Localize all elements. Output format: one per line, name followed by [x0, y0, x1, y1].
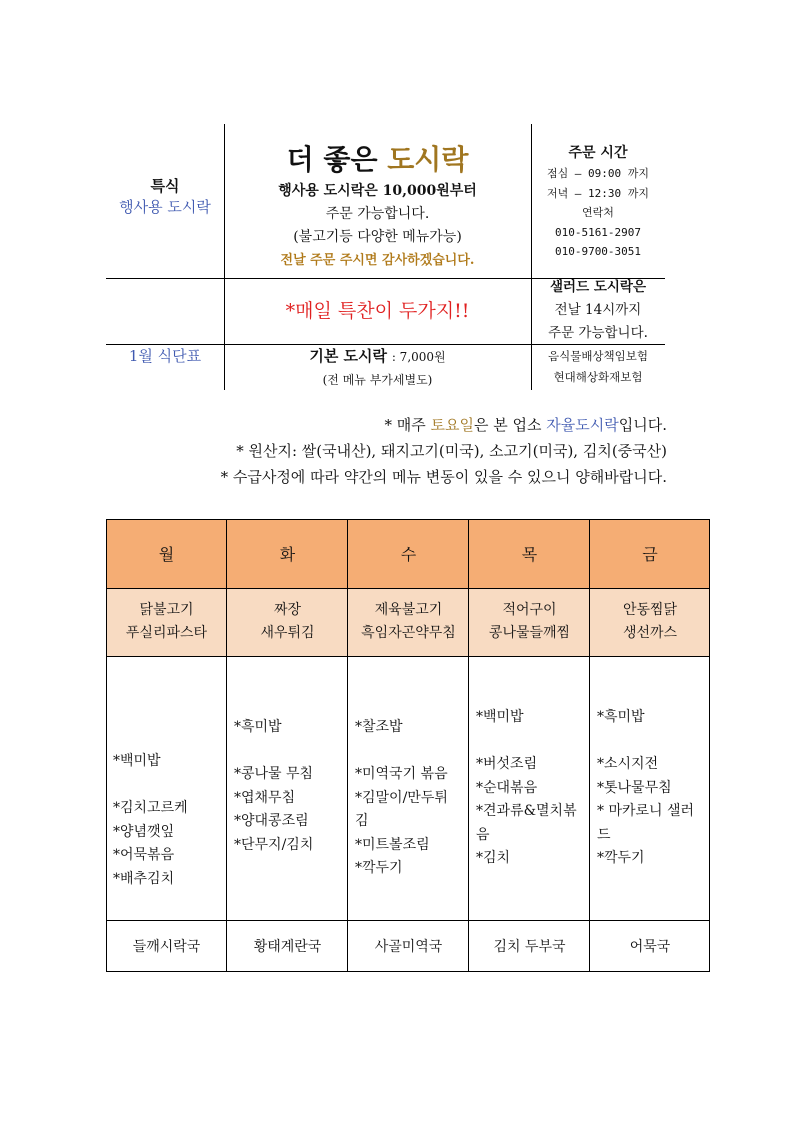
- table-gridline: [106, 588, 710, 589]
- side-dish: *흑미밥: [234, 719, 282, 735]
- brand-title-main: 더 좋은: [286, 143, 378, 176]
- main-dish: 생선까스: [622, 625, 678, 641]
- brand-title: [224, 140, 531, 180]
- side-dish: [113, 774, 221, 798]
- table-gridline: [106, 519, 107, 972]
- main-dishes: [469, 588, 590, 656]
- day-label: 금: [642, 545, 658, 564]
- soup: [469, 920, 590, 972]
- soup-label: 황태계란국: [253, 939, 322, 955]
- special-section: [106, 176, 224, 218]
- side-dishes: [469, 656, 590, 920]
- side-dish: *톳나물무침: [597, 779, 672, 796]
- side-dish: *엽채무침: [234, 789, 296, 806]
- phone-number: 010-9700-3051: [554, 245, 642, 258]
- side-dish: *소시지전: [597, 756, 659, 772]
- basic-note: (전 메뉴 부가세별도): [322, 373, 433, 387]
- side-dish: *깍두기: [597, 850, 645, 866]
- main-dish: 안동찜닭: [622, 602, 678, 618]
- insurance-section: [531, 346, 665, 388]
- special-title: 특식: [150, 177, 180, 195]
- soup: [590, 920, 710, 972]
- side-dish: [476, 730, 584, 754]
- side-dish: *김치: [476, 850, 511, 866]
- brand-line: 전날 주문 주시면 감사하겠습니다.: [280, 253, 475, 268]
- brand-title-accent: 도시락: [387, 143, 469, 176]
- basic-price: : 7,000원: [391, 350, 446, 364]
- brand-line: 주문 가능합니다.: [325, 206, 430, 222]
- day-label: 화: [279, 545, 296, 564]
- side-dish: * 마카로니 샐러: [597, 803, 695, 819]
- side-dish: [234, 740, 342, 764]
- side-dishes: [227, 656, 348, 920]
- side-dish: 드: [597, 826, 611, 843]
- soup-label: 김치 두부국: [493, 939, 566, 955]
- side-dish: [597, 730, 704, 754]
- side-dish: *콩나물 무침: [234, 766, 314, 782]
- menu-table: [106, 519, 710, 972]
- side-dish: *순대볶음: [476, 779, 538, 796]
- table-gridline: [347, 519, 348, 972]
- table-gridline: [106, 519, 710, 520]
- day-header: [348, 519, 469, 588]
- brand-line: (불고기등 다양한 메뉴가능): [293, 229, 462, 245]
- soup-label: 사골미역국: [374, 939, 443, 955]
- side-dish: *양념깻잎: [113, 823, 175, 840]
- main-dishes: [590, 588, 710, 656]
- side-dish: *김치고르케: [113, 800, 188, 816]
- table-gridline: [106, 971, 710, 972]
- side-dish: *흑미밥: [597, 709, 645, 725]
- main-dish: 새우튀김: [260, 625, 315, 641]
- soup: [106, 920, 227, 972]
- soup-label: 들깨시락국: [132, 939, 201, 955]
- table-gridline: [709, 519, 710, 972]
- soup: [348, 920, 469, 972]
- side-dish: *배추김치: [113, 870, 175, 887]
- table-gridline: [468, 519, 469, 972]
- day-header: [469, 519, 590, 588]
- note-highlight: 자율도시락: [546, 416, 619, 434]
- main-dish: 닭불고기: [139, 602, 194, 618]
- order-lunch: 점심 – 09:00 까지: [546, 167, 650, 180]
- basic-section: [224, 344, 531, 391]
- side-dish: *미트볼조림: [355, 836, 430, 853]
- brand-line: 행사용 도시락은 10,000원부터: [278, 183, 477, 199]
- main-dishes: [106, 588, 227, 656]
- main-dish: 제육불고기: [374, 602, 443, 618]
- side-dishes: [106, 656, 227, 920]
- side-dish: *김말이/만두튀: [355, 789, 448, 806]
- soup-label: 어묵국: [629, 939, 671, 955]
- insurance-line: 현대해상화재보험: [553, 370, 643, 384]
- order-title: 주문 시간: [568, 145, 628, 161]
- special-dish-notice: *매일 특찬이 두가지!!: [285, 300, 470, 322]
- side-dishes: [348, 656, 469, 920]
- note-text: 입니다.: [618, 416, 667, 434]
- salad-line: 주문 가능합니다.: [548, 325, 648, 341]
- side-dish: *버섯조림: [476, 756, 538, 772]
- side-dish: *찰조밥: [355, 719, 403, 735]
- note-line: * 수급사정에 따라 약간의 메뉴 변동이 있을 수 있으니 양해바랍니다.: [220, 468, 667, 486]
- main-dish: 콩나물들깨찜: [488, 625, 571, 641]
- contact-label: 연락처: [582, 206, 614, 219]
- special-subtitle: 행사용 도시락: [119, 198, 211, 216]
- table-gridline: [589, 519, 590, 972]
- note-highlight: 토요일: [430, 416, 475, 434]
- main-dish: 푸실리파스타: [125, 625, 208, 641]
- main-dish: 짜장: [273, 602, 302, 618]
- side-dish: *단무지/김치: [234, 836, 314, 853]
- insurance-line: 음식물배상책임보험: [548, 349, 648, 363]
- note-line: * 원산지: 쌀(국내산), 돼지고기(미국), 소고기(미국), 김치(중국산): [236, 442, 667, 460]
- side-dish: *양대콩조림: [234, 813, 309, 829]
- main-dishes: [348, 588, 469, 656]
- day-header: [590, 519, 710, 588]
- salad-line: 샐러드 도시락은: [550, 279, 646, 295]
- side-dish: 음: [476, 826, 490, 843]
- side-dish: *깍두기: [355, 860, 403, 876]
- day-header: [227, 519, 348, 588]
- notes: [67, 412, 667, 490]
- day-label: 수: [400, 545, 417, 564]
- side-dish: *백미밥: [113, 753, 161, 769]
- note-text: * 매주: [384, 416, 431, 434]
- side-dish: [355, 740, 463, 764]
- main-dishes: [227, 588, 348, 656]
- order-dinner: 저녁 – 12:30 까지: [546, 186, 650, 200]
- day-label: 월: [158, 545, 175, 564]
- phone-number: 010-5161-2907: [554, 225, 642, 239]
- side-dish: 김: [355, 813, 369, 829]
- day-header: [106, 519, 227, 588]
- side-dish: *견과류&멸치볶: [476, 803, 577, 819]
- table-gridline: [106, 656, 710, 657]
- salad-section: [531, 276, 665, 345]
- note-line: [67, 412, 667, 438]
- day-label: 목: [521, 545, 538, 564]
- month-label: 1월 식단표: [128, 347, 202, 365]
- main-dish: 적어구이: [502, 602, 557, 618]
- side-dishes: [590, 656, 710, 920]
- table-gridline: [106, 920, 710, 921]
- basic-label: 기본 도시락: [309, 347, 388, 365]
- order-section: [531, 142, 665, 262]
- side-dish: *어묵볶음: [113, 847, 175, 863]
- brand-section: [224, 140, 531, 272]
- table-gridline: [226, 519, 227, 972]
- side-dish: *미역국기 볶음: [355, 766, 448, 782]
- note-text: 은 본 업소: [474, 416, 547, 434]
- salad-line: 전날 14시까지: [554, 302, 642, 318]
- side-dish: *백미밥: [476, 709, 524, 725]
- soup: [227, 920, 348, 972]
- main-dish: 흑임자곤약무침: [361, 625, 456, 641]
